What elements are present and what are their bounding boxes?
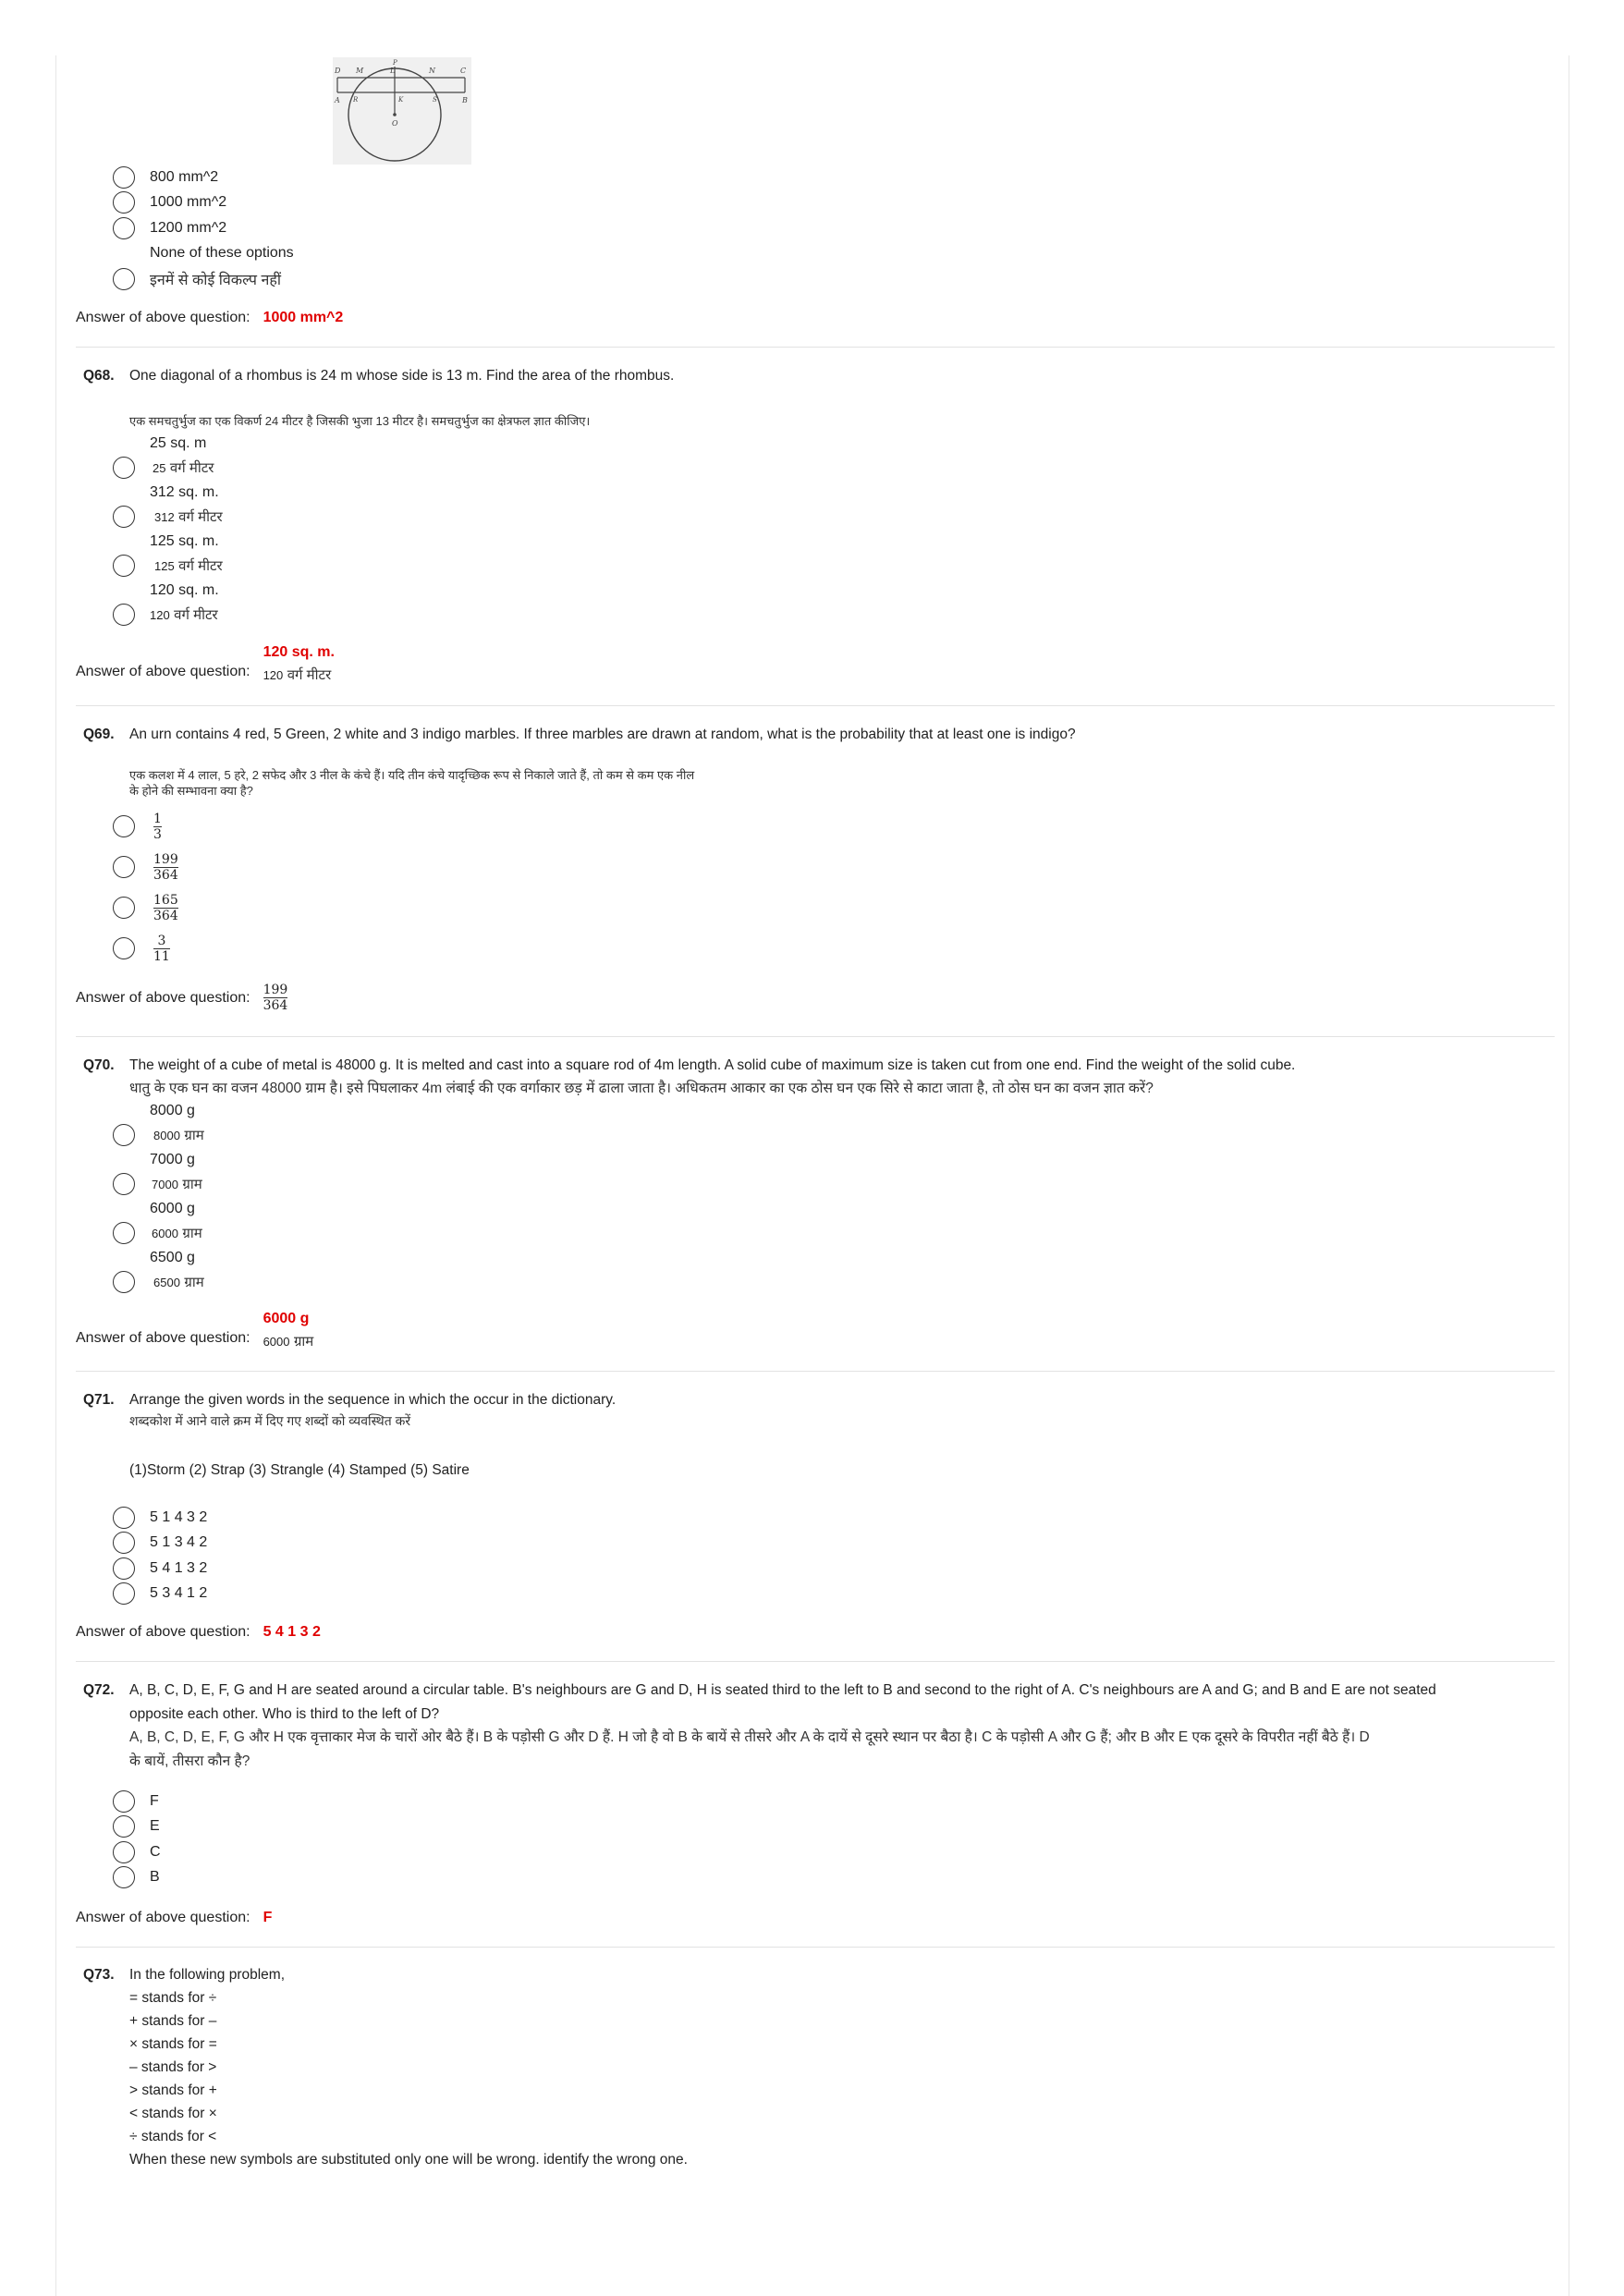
answer-value: 6000 g [263, 1311, 310, 1326]
option-label: 5 3 4 1 2 [150, 1585, 208, 1602]
question-hindi-line: के बायें, तीसरा कौन है? [129, 1753, 250, 1769]
q71-options [76, 1505, 207, 1606]
option-row[interactable] [113, 504, 223, 530]
answer-label: Answer of above question: [76, 1330, 250, 1346]
radio-button[interactable] [113, 1557, 135, 1580]
radio-button[interactable] [113, 1532, 135, 1554]
radio-button[interactable] [113, 856, 135, 878]
radio-button[interactable] [113, 604, 135, 626]
question-text: One diagonal of a rhombus is 24 m whose side is 13 m. Find the area of the rhombus. [129, 368, 675, 384]
rule-line: = stands for ÷ [129, 1990, 217, 2006]
radio-button[interactable] [113, 815, 135, 837]
question-72 [76, 1679, 1555, 1727]
question-words: (1)Storm (2) Strap (3) Strangle (4) Stamped (5) Satire [129, 1462, 470, 1478]
answer-row [76, 641, 335, 688]
question-text: opposite each other. Who is third to the left of D? [129, 1706, 440, 1722]
option-hi-unit: ग्राम [184, 1275, 204, 1290]
figure-label-r: R [353, 96, 359, 104]
question-68 [76, 364, 1555, 388]
rule-line: + stands for – [129, 2013, 217, 2029]
q68-options [76, 432, 223, 628]
option-label: F [150, 1792, 159, 1809]
answer-label: Answer of above question: [76, 1624, 250, 1640]
option-label: 5 4 1 3 2 [150, 1559, 208, 1576]
option-row[interactable] [113, 190, 1555, 216]
question-hindi [129, 767, 694, 799]
radio-button[interactable] [113, 1173, 135, 1195]
numerator: 1 [153, 811, 162, 826]
divider [76, 705, 1555, 706]
option-row[interactable] [113, 553, 223, 579]
rule-line: < stands for × [129, 2106, 217, 2121]
question-number: Q70. [83, 1057, 115, 1073]
radio-button[interactable] [113, 897, 135, 919]
option-hi-num: 25 [153, 460, 166, 475]
question-text: The weight of a cube of metal is 48000 g. It is melted and cast into a square rod of 4m length. A solid cube of maximum size is taken cut from one end. Find the weight of the solid cube. [129, 1057, 1296, 1073]
question-70 [76, 1054, 1555, 1078]
radio-button[interactable] [113, 937, 135, 959]
option-en: 7000 g [150, 1152, 195, 1167]
divider [76, 347, 1555, 348]
option-label: None of these options [150, 245, 294, 262]
denominator: 364 [153, 867, 178, 883]
option-label: 1200 mm^2 [150, 219, 227, 236]
option-hi-unit: ग्राम [184, 1128, 204, 1143]
answer-value: F [263, 1910, 273, 1925]
answer-row [76, 310, 343, 326]
denominator: 11 [153, 948, 170, 964]
radio-button[interactable] [113, 268, 135, 290]
option-row[interactable] [113, 1171, 204, 1197]
rule-line: > stands for + [129, 2082, 217, 2098]
option-row[interactable] [113, 1789, 161, 1814]
question-text: Arrange the given words in the sequence in which the occur in the dictionary. [129, 1392, 617, 1408]
question-hindi-line: एक कलश में 4 लाल, 5 हरे, 2 सफेद और 3 नील के कंचे हैं। यदि तीन कंचे यादृच्छिक रूप से निकाले जाते हैं, तो कम से कम एक नील [129, 768, 695, 782]
option-fraction [153, 812, 162, 842]
option-row[interactable] [113, 455, 223, 481]
question-hindi: एक समचतुर्भुज का एक विकर्ण 24 मीटर है जिसकी भुजा 13 मीटर है। समचतुर्भुज का क्षेत्रफल ज्ञात कीजिए। [129, 414, 591, 428]
answer-value: 1000 mm^2 [263, 310, 344, 325]
option-hi-unit: ग्राम [182, 1226, 202, 1241]
figure-label-n: N [429, 67, 435, 75]
option-row[interactable] [113, 241, 1555, 267]
divider [76, 1371, 1555, 1372]
q72-options [76, 1789, 161, 1890]
radio-button[interactable] [113, 1790, 135, 1813]
figure-label-k: K [398, 96, 404, 104]
option-label: 5 1 4 3 2 [150, 1508, 208, 1525]
option-en: 120 sq. m. [150, 582, 219, 598]
question-text: In the following problem, [129, 1967, 286, 1983]
option-en: 6000 g [150, 1201, 195, 1216]
radio-button[interactable] [113, 1124, 135, 1146]
option-label: इनमें से कोई विकल्प नहीं [150, 272, 281, 288]
figure-label-p: P [393, 59, 397, 67]
figure-label-b: B [462, 96, 468, 104]
rule-line: – stands for > [129, 2059, 217, 2075]
option-hi-num: 7000 [152, 1177, 178, 1191]
option-hi-num: 8000 [153, 1128, 180, 1142]
rule-line: × stands for = [129, 2036, 217, 2052]
figure-label-l: L [390, 67, 396, 75]
option-en: 125 sq. m. [150, 533, 219, 549]
radio-button[interactable] [113, 506, 135, 528]
figure-label-c: C [460, 67, 467, 75]
figure-label-o: O [392, 119, 398, 128]
option-row[interactable] [113, 215, 1555, 241]
answer-hi-num: 6000 [263, 1335, 290, 1349]
question-hindi: धातु के एक घन का वजन 48000 ग्राम है। इसे पिघलाकर 4m लंबाई की एक वर्गाकार छड़ में ढाला जाता है। अधिकतम आकार का एक ठोस घन एक सिरे से काटा जाता है, तो ठोस घन का वजन ज्ञात करें? [129, 1081, 1154, 1096]
rule-line: ÷ stands for < [129, 2129, 217, 2144]
option-label: C [150, 1843, 161, 1860]
option-hi-unit: वर्ग मीटर [169, 460, 214, 476]
option-row[interactable] [113, 1556, 207, 1582]
option-row[interactable] [113, 1839, 161, 1865]
question-text: An urn contains 4 red, 5 Green, 2 white and 3 indigo marbles. If three marbles are drawn at random, what is the probability that at least one is indigo? [129, 727, 1076, 742]
question-73 [76, 1963, 1555, 2171]
figure-label-m: M [356, 67, 364, 75]
numerator: 3 [157, 933, 166, 948]
option-row[interactable] [113, 1220, 204, 1246]
answer-fraction [263, 983, 288, 1013]
numerator: 199 [263, 983, 288, 997]
question-hindi: शब्दकोश में आने वाले क्रम में दिए गए शब्दों को व्यवस्थित करें [129, 1413, 411, 1428]
answer-row [76, 983, 287, 1013]
question-hindi-line: A, B, C, D, E, F, G और H एक वृत्ताकार मेज के चारों ओर बैठे हैं। B के पड़ोसी G और D हैं. H जो है वो B के बायें से तीसरे और A के दायें से दूसरे स्थान पर बैठा है। C के पड़ोसी A और G हैं; और B और E एक दूसरे के विपरीत नहीं बैठे हैं। D [129, 1729, 1370, 1745]
option-hi-num: 120 [150, 607, 170, 622]
option-row[interactable] [113, 602, 223, 628]
option-row[interactable] [113, 165, 1555, 190]
option-en: 6500 g [150, 1250, 195, 1265]
question-69 [76, 723, 1555, 747]
answer-row [76, 1910, 272, 1926]
option-row[interactable] [113, 1814, 161, 1840]
divider [76, 1036, 1555, 1037]
option-label: 1000 mm^2 [150, 194, 227, 211]
denominator: 364 [153, 908, 178, 923]
option-row[interactable] [113, 1269, 204, 1295]
question-hindi-line: के होने की सम्भावना क्या है? [129, 784, 253, 798]
option-row[interactable] [113, 1122, 204, 1148]
divider [76, 1947, 1555, 1948]
radio-button[interactable] [113, 1815, 135, 1838]
option-en: 8000 g [150, 1103, 195, 1118]
answer-hi-unit: ग्राम [293, 1334, 314, 1350]
option-row[interactable] [113, 928, 178, 969]
option-hi-unit: वर्ग मीटर [174, 607, 218, 623]
answer-hi-unit: वर्ग मीटर [287, 667, 332, 683]
option-fraction [153, 852, 178, 883]
q67-options [76, 165, 1555, 292]
option-row[interactable] [113, 1865, 161, 1891]
figure-label-d: D [335, 67, 341, 75]
option-row[interactable] [113, 266, 1555, 292]
option-label: 800 mm^2 [150, 168, 219, 185]
answer-row [76, 1308, 313, 1354]
q69-options [76, 806, 178, 969]
radio-button[interactable] [113, 457, 135, 479]
option-hi-unit: वर्ग मीटर [178, 509, 223, 525]
option-hi-unit: ग्राम [182, 1177, 202, 1192]
answer-label: Answer of above question: [76, 1910, 250, 1925]
option-row[interactable] [113, 1582, 207, 1607]
radio-button[interactable] [113, 1507, 135, 1529]
option-hi-num: 6500 [153, 1275, 180, 1289]
figure-label-s: S [433, 96, 437, 104]
denominator: 364 [263, 998, 288, 1013]
answer-label: Answer of above question: [76, 989, 250, 1006]
denominator: 3 [153, 826, 162, 842]
option-row[interactable] [113, 806, 178, 847]
option-label: 5 1 3 4 2 [150, 1534, 208, 1551]
radio-button[interactable] [113, 217, 135, 239]
option-hi-num: 125 [154, 558, 175, 573]
circle-chord-figure [333, 57, 471, 165]
radio-button[interactable] [113, 555, 135, 577]
answer-value: 120 sq. m. [263, 644, 335, 660]
radio-button[interactable] [113, 191, 135, 214]
question-71 [76, 1388, 1555, 1412]
q70-options [76, 1099, 204, 1295]
radio-button[interactable] [113, 1222, 135, 1244]
figure-label-a: A [335, 96, 340, 104]
answer-row [76, 1624, 321, 1641]
option-row[interactable] [113, 847, 178, 887]
option-en: 312 sq. m. [150, 484, 219, 500]
option-row[interactable] [113, 1505, 207, 1531]
option-fraction [153, 934, 170, 964]
answer-label: Answer of above question: [76, 310, 250, 325]
radio-button[interactable] [113, 1271, 135, 1293]
question-number: Q71. [83, 1392, 115, 1408]
numerator: 165 [153, 892, 178, 908]
answer-hi-num: 120 [263, 668, 284, 682]
option-hi-unit: वर्ग मीटर [178, 558, 223, 574]
option-fraction [153, 893, 178, 923]
question-number: Q69. [83, 727, 115, 742]
radio-button[interactable] [113, 1841, 135, 1863]
question-number: Q72. [83, 1682, 115, 1698]
left-border [55, 55, 56, 2296]
radio-button[interactable] [113, 166, 135, 189]
answer-value: 5 4 1 3 2 [263, 1624, 321, 1640]
divider [76, 1661, 1555, 1662]
numerator: 199 [153, 851, 178, 867]
question-hindi [129, 1726, 1553, 1774]
question-closing: When these new symbols are substituted only one will be wrong. identify the wrong one. [129, 2152, 688, 2168]
option-row[interactable] [113, 1531, 207, 1557]
question-number: Q73. [83, 1967, 115, 1983]
option-row[interactable] [113, 887, 178, 928]
option-label: E [150, 1818, 160, 1835]
question-number: Q68. [83, 368, 115, 384]
answer-label: Answer of above question: [76, 664, 250, 679]
question-text: A, B, C, D, E, F, G and H are seated around a circular table. B's neighbours are G and D, H is seated third to the left to B and second to the right of A. C's neighbours are A and G; and B and E are not seated [129, 1682, 1436, 1698]
option-hi-num: 312 [154, 509, 175, 524]
option-en: 25 sq. m [150, 435, 207, 451]
radio-button[interactable] [113, 1866, 135, 1888]
option-label: B [150, 1869, 160, 1886]
radio-button[interactable] [113, 1582, 135, 1605]
option-hi-num: 6000 [152, 1226, 178, 1240]
